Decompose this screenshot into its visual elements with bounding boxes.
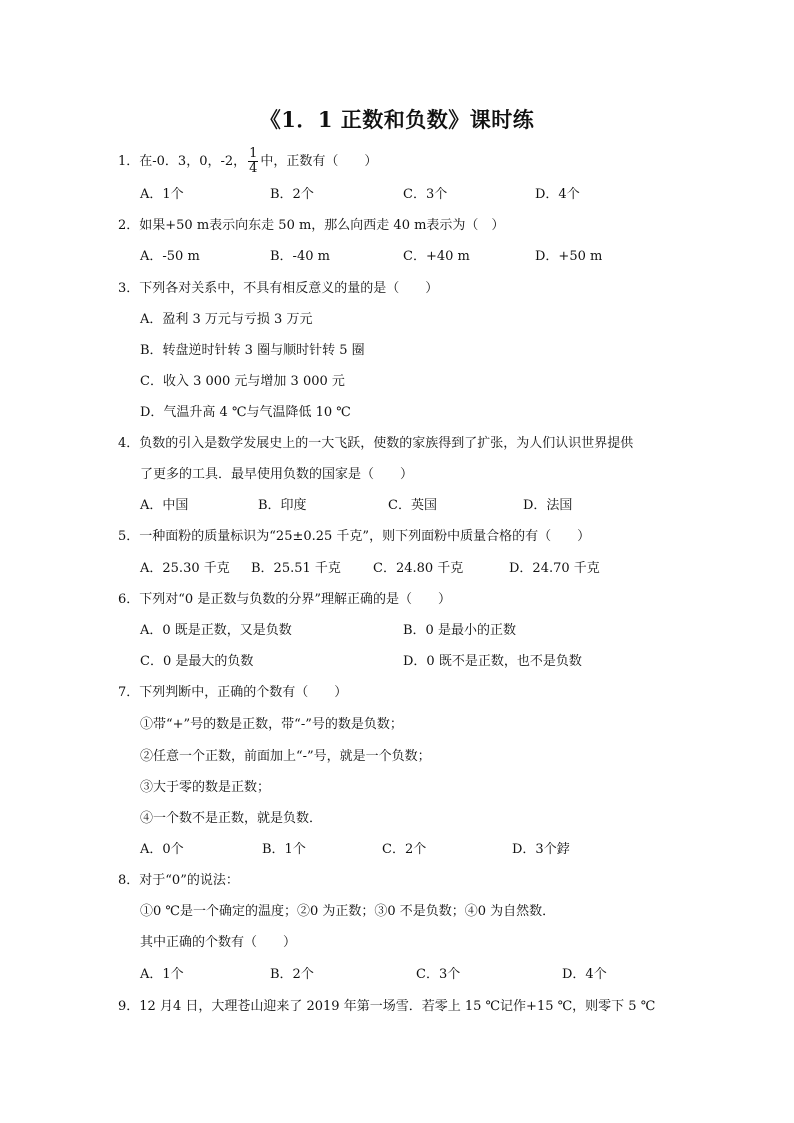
q8-prompt: 其中正确的个数有（ ） bbox=[140, 935, 297, 950]
fraction-numerator: 1 bbox=[249, 146, 258, 161]
question-6: 6．下列对“0 是正数与负数的分界”理解正确的是（ ） bbox=[118, 592, 451, 607]
fraction-one-quarter bbox=[248, 147, 258, 176]
question-5: 5．一种面粉的质量标识为“25±0.25 千克”，则下列面粉中质量合格的有（ ） bbox=[118, 529, 591, 544]
q3-option-a: A．盈利 3 万元与亏损 3 万元 bbox=[140, 312, 313, 327]
q7-option-a: A．0个 bbox=[140, 842, 184, 857]
q2-option-d: D．+50 m bbox=[535, 249, 603, 264]
q7-statement-1: ①带“+”号的数是正数，带“-”号的数是负数； bbox=[140, 717, 403, 732]
q1-option-c: C．3个 bbox=[403, 187, 448, 202]
question-1 bbox=[118, 147, 377, 176]
q2-option-b: B．-40 m bbox=[270, 249, 330, 264]
q8-statements: ①0 ℃是一个确定的温度；②0 为正数；③0 不是负数；④0 为自然数． bbox=[140, 904, 556, 919]
question-2: 2．如果+50 m表示向东走 50 m，那么向西走 40 m表示为（ ） bbox=[118, 218, 505, 233]
q1-option-a: A．1个 bbox=[140, 187, 184, 202]
question-1-text-after: 中，正数有（ ） bbox=[260, 154, 378, 169]
fraction-denominator: 4 bbox=[249, 161, 258, 176]
q4-option-b: B．印度 bbox=[258, 498, 307, 513]
q5-option-a: A．25.30 千克 bbox=[140, 561, 230, 576]
q1-option-b: B．2个 bbox=[270, 187, 314, 202]
q7-option-d: D．3个鋍 bbox=[512, 842, 570, 857]
q5-option-d: D．24.70 千克 bbox=[509, 561, 600, 576]
question-1-text-before: 1．在-0．3，0，-2， bbox=[118, 154, 247, 169]
q2-option-c: C．+40 m bbox=[403, 249, 470, 264]
q6-option-b: B．0 是最小的正数 bbox=[403, 623, 516, 638]
q4-option-c: C．英国 bbox=[388, 498, 437, 513]
q5-option-b: B．25.51 千克 bbox=[251, 561, 341, 576]
question-4-line-2: 了更多的工具．最早使用负数的国家是（ ） bbox=[140, 467, 414, 482]
q4-option-d: D．法国 bbox=[523, 498, 573, 513]
q8-option-d: D．4个 bbox=[562, 967, 607, 982]
q4-option-a: A．中国 bbox=[140, 498, 189, 513]
q8-option-c: C．3个 bbox=[416, 967, 461, 982]
q7-option-c: C．2个 bbox=[382, 842, 427, 857]
q8-option-a: A．1个 bbox=[140, 967, 184, 982]
question-9: 9．12 月4 日，大理苍山迎来了 2019 年第一场雪．若零上 15 ℃记作+15 ℃，则零下 5 ℃ bbox=[118, 999, 656, 1014]
q2-option-a: A．-50 m bbox=[140, 249, 200, 264]
q3-option-b: B．转盘逆时针转 3 圈与顺时针转 5 圈 bbox=[140, 343, 365, 358]
question-3: 3．下列各对关系中，不具有相反意义的量的是（ ） bbox=[118, 281, 439, 296]
question-7: 7．下列判断中，正确的个数有（ ） bbox=[118, 685, 348, 700]
q6-option-a: A．0 既是正数，又是负数 bbox=[140, 623, 292, 638]
q6-option-c: C．0 是最大的负数 bbox=[140, 654, 254, 669]
q6-option-d: D．0 既不是正数，也不是负数 bbox=[403, 654, 582, 669]
q7-option-b: B．1个 bbox=[262, 842, 306, 857]
q8-option-b: B．2个 bbox=[270, 967, 314, 982]
q3-option-c: C．收入 3 000 元与增加 3 000 元 bbox=[140, 374, 345, 389]
q7-statement-4: ④一个数不是正数，就是负数． bbox=[140, 811, 323, 826]
q7-statement-2: ②任意一个正数，前面加上“-”号，就是一个负数； bbox=[140, 749, 431, 764]
question-4-line-1: 4．负数的引入是数学发展史上的一大飞跃，使数的家族得到了扩张，为人们认识世界提供 bbox=[118, 436, 634, 451]
question-8: 8．对于“0”的说法： bbox=[118, 873, 239, 888]
q5-option-c: C．24.80 千克 bbox=[373, 561, 464, 576]
q1-option-d: D．4个 bbox=[535, 187, 580, 202]
q7-statement-3: ③大于零的数是正数； bbox=[140, 780, 271, 795]
q3-option-d: D．气温升高 4 ℃与气温降低 10 ℃ bbox=[140, 405, 351, 420]
page-title: 《1．1 正数和负数》课时练 bbox=[259, 107, 535, 132]
